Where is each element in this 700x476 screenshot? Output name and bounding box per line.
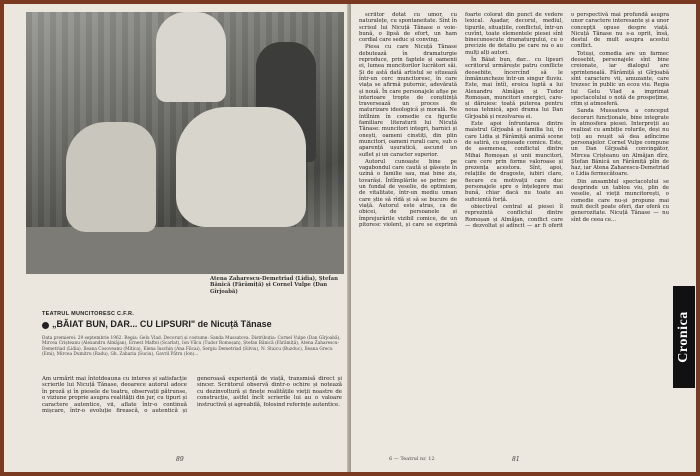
paragraph: Este apoi înfruntarea dintre maistrul Gîrjoabă și familia lui, în care Lidia și Fărâmiță animă scene de satiră, cu episoade comice. Este, de asemenea, conflictul dintre Mihai Romoșan și unii muncitori, care cere prin forme valoroase și prezența acestora. Sînt, apoi, relațiile de dragoste, iubiri clare, fiecare cu motivații care duc personajele spre o înțelegere mai bună, chiar dacă nu toate au suficientă forță. [465, 121, 563, 203]
section-label: TEATRUL MUNCITORESC C.F.R. [42, 311, 135, 317]
magazine-spread [4, 4, 696, 472]
paragraph: scriitor dotat cu umor, cu naturalețe, cu spontaneitate. Sînt în scrisul lui Nicuță Tănase o voie-bună, o lipsă de efort, un ham cordial care seduc și conving. [359, 12, 457, 44]
paragraph: Totuși, comedia are un farmec deosebit, personajele sînt bine creionate, iar dialogul are sprinteneală. Fărâmiță și Gîrjoabă sînt caractere vii, amuzante, care trezesc în public un ecou viu. Regia lui Gelu Vlad a imprimat spectacolului o notă de prospețime, ritm și atmosferă. [571, 50, 669, 108]
article-body-left: Am urmărit mai întotdeauna cu interes și satisfacție scrierile lui Nicuță Tănase, deoarece autorul adoce în proză și în piesele de teatru, observații pătrunse, o viziune proprie asupra realității din jur, cu tipuri și caractere autentice, vii, aflate într-o continuă mișcare, într-o evoluție firească, o autentică și generoasă experiență de viață, transmisă direct și sincer. Scriitorul observă dintr-o ochire și notează cu dezinvoltură și finețe realitățile vieții noastre de construcție, astfel încît scrierile lui au o valoare instructivă și agreabilă, folosind referințe autentice. [42, 376, 342, 415]
issue-footer: 6 — Teatrul nr. 12 [389, 456, 435, 462]
page-number-left: 89 [176, 456, 184, 463]
paragraph: obiectivul central al piesei îl reprezintă conflictul dintre Romoșan și Almăjan, conflict care — dezvoltat și adîncit — ar fi oferit o perspectivă mai profundă asupra unor caractere interesante și a unor concepții opuse despre viață. Nicuță Tănase nu s-a oprit, însă, destul de mult asupra acestui conflict. [465, 12, 669, 229]
actress-figure [156, 12, 226, 102]
actor-center-figure [176, 107, 306, 227]
article-body-right [359, 12, 669, 444]
bullet-icon [42, 322, 49, 329]
section-tab [673, 286, 695, 388]
paragraph: Piesa cu care Nicuță Tănase debutează în dramaturgie reproduce, prin faptele și oamenii ei, lumea muncitorilor lucrători săi. Și de astă dată artistul se situează într-un cerc muncitoresc, în care viața se afirmă puternic, adevărată și nouă. În care personajele afișe pe interioare tropte de conștiință traversează un proces de maturizare ideologică și morală. Ne întîlnim în comedie cu figurile familiare literaturii lui Nicuță Tănase: muncitori integri, harnici și onești, oameni cinstiți, din plin muncitori, oameni rurali care, sub o aparență ușuratică, ascund un suflet și un caracter superior. [359, 44, 457, 158]
page-number-right: 81 [512, 456, 520, 463]
paragraph: Autorul cunoaște bine pe vagabondul care caută și găsește în uzină o familie sau, mai bine zis, tovarăși. Întîmplările se petrec pe un fundal de veselie, de optimism, de vitalitate, într-un mediu uman care știe să rîdă și să se bucure de viață. Autorul este atras, ca de obicei, de persoanele și împrejurările vizibil comice, de un pitoresc violent, și care se exprimă foarte colorat din punct de vedere lexical. Așadar, decorul, mediul, tipurile, situațiile, conflictul, într-un cuvînt, toate elementele piesei sînt binecunoscute dramaturgului, cu o precizie de detaliu pe care nu o au mulți alți autori. [359, 12, 563, 228]
right-page [351, 4, 696, 472]
section-tab-label: Cronica [676, 311, 691, 363]
photo-caption: Atena Zaharescu-Demetriad (Lidia), Ștefan Bănică (Fărâmiță) și Cornel Vulpe (Dan Gîrjoabă) [210, 276, 338, 295]
stage-photo [26, 12, 344, 274]
paragraph: Sanda Mussatova a conceput decoruri funcționale, bine integrate în atmosfera piesei. Interpreții au realizat cu ambiție rolurile, deși nu toți au reușit să dea adîncime personajelor. Cornel Vulpe compune un Dan Gîrjoabă convingător, Mircea Crișteanu un Almăjan dîrz, Ștefan Bănică un Fărâmiță plin de haz, iar Atena Zaharescu-Demetriad o Lidia fermecătoare. [571, 108, 669, 178]
left-page [4, 4, 349, 472]
actor-seated-figure [66, 122, 156, 232]
article-headline: „BĂIAT BUN, DAR... CU LIPSURI" de Nicuță Tănase [52, 319, 272, 329]
paragraph: În Băiat bun, dar... cu lipsuri scriitorul urmărește patru conflicte deosebite, încercînd să le înmănuncheze într-un singur fluviu. Este, mai întîi, eroica luptă a lui Alexandru Almăjan și Tudor Romoșan, muncitori energici, care-și dăruiesc toată puterea pentru noua tehnică, apoi drama lui Dan Gîrjoabă și rezolvarea ei. [465, 57, 563, 120]
paragraph: Din ansamblul spectacolului se desprinde un tablou viu, plin de veselie, al vieții muncitorești, o comedie care nu-și propune mai mult decît poate oferi, dar oferă cu generozitate. Nicuță Tănase — nu sînt de ceea ce... [571, 178, 669, 223]
production-credits: Data premierei: 29 septembrie 1962. Regia: Gelu Vlad. Decoruri și costume: Sanda Mussatova. Distribuția: Cornel Vulpe (Dan Gîrjoabă), Mircea Crișteanu (Alexandru Almăjan), Ernest Maftei (Scarlat), Ion Vîlcu (Tudor Romoșan), Ștefan Bănică (Fărâmiță), Atena Zaharescu-Demetriad (Lidia), Ileana Cosoveanu (Mitica), Elena Iuschin (Ana Filcai), Sergiu Demetriad (Silviu), N. Staicu (Buzduc), Ileana Grecu (Emi), Mircea Dumitru (Radu), Gh. Zaharia (Suciu), Gavril Pătru (Ion)... [42, 336, 341, 358]
